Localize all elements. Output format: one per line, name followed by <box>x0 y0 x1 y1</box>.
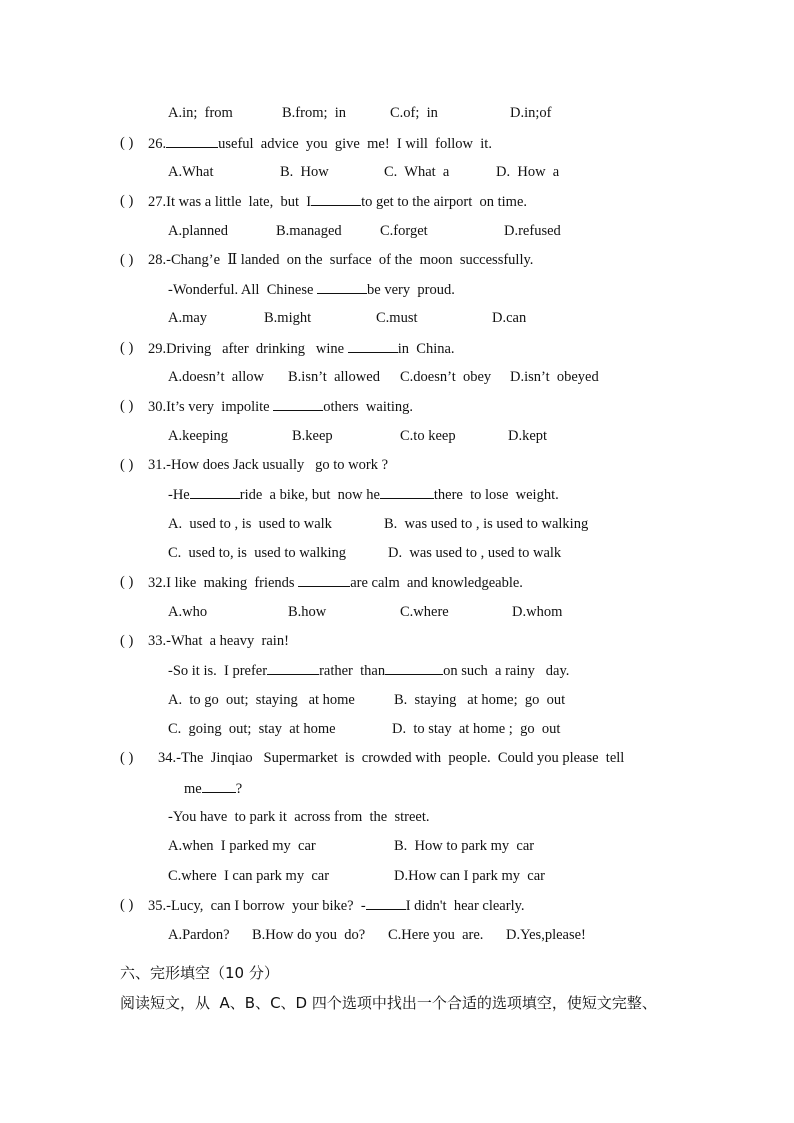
question-number: 35. <box>148 898 167 914</box>
option-d: D. How a <box>496 164 560 180</box>
fill-blank <box>298 572 350 587</box>
option-b: B. was used to , is used to walking <box>384 516 589 532</box>
question-27 <box>148 191 527 212</box>
option-b: B.isn’t allowed <box>288 369 380 385</box>
fill-blank <box>366 895 406 910</box>
option-a: A. to go out; staying at home <box>168 692 355 708</box>
answer-paren: ( ) <box>120 135 134 151</box>
option-c: C. used to, is used to walking <box>168 545 347 561</box>
option-d: D.How can I park my car <box>394 868 545 884</box>
option-c: C.of; in <box>390 105 438 121</box>
question-text: there to lose weight. <box>433 487 559 503</box>
fill-blank <box>317 279 367 294</box>
question-number: 34. <box>158 750 177 766</box>
question-text: It was a little late, but I <box>166 194 312 210</box>
answer-paren: ( ) <box>120 193 134 209</box>
question-33 <box>148 631 289 651</box>
option-b: B. How <box>280 164 329 180</box>
section-title: 六、完形填空（10 分） <box>120 964 279 982</box>
answer-paren: ( ) <box>120 633 134 649</box>
question-number: 30. <box>148 399 167 415</box>
option-d: D.whom <box>512 604 563 620</box>
option-d: D.isn’t obeyed <box>510 369 599 385</box>
fill-blank <box>348 338 398 353</box>
question-text: to get to the airport on time. <box>361 194 528 210</box>
option-c: C. going out; stay at home <box>168 721 336 737</box>
fill-blank <box>267 660 319 675</box>
answer-paren: ( ) <box>120 897 134 913</box>
option-d: D.in;of <box>510 105 552 121</box>
question-34 <box>158 748 624 768</box>
question-text: in China. <box>397 341 455 357</box>
option-a: A.in; from <box>168 105 233 121</box>
question-number: 26. <box>148 136 167 152</box>
answer-paren: ( ) <box>120 252 134 268</box>
option-d: D. was used to , used to walk <box>388 545 562 561</box>
option-a: A.when I parked my car <box>168 838 316 854</box>
question-text: -How does Jack usually go to work ? <box>166 457 389 473</box>
option-a: A.planned <box>168 223 228 239</box>
answer-paren: ( ) <box>120 750 134 766</box>
answer-paren: ( ) <box>120 340 134 356</box>
option-b: B.how <box>288 604 327 620</box>
question-text: on such a rainy day. <box>443 663 570 679</box>
question-text: -What a heavy rain! <box>166 633 289 649</box>
option-b: B.keep <box>292 428 333 444</box>
question-text: -The Jinqiao Supermarket is crowded with people. Could you please tell <box>176 750 625 766</box>
option-b: B.from; in <box>282 105 347 121</box>
question-31 <box>148 455 388 475</box>
question-35 <box>148 895 525 916</box>
question-text: -Lucy, can I borrow your bike? - <box>166 898 366 914</box>
fill-blank <box>385 660 443 675</box>
question-text: -He <box>168 487 190 503</box>
question-text: others waiting. <box>323 399 414 415</box>
question-32 <box>148 572 523 593</box>
option-a: A. used to , is used to walk <box>168 516 332 532</box>
question-text: I didn't hear clearly. <box>405 898 525 914</box>
question-29 <box>148 338 455 359</box>
question-text: are calm and knowledgeable. <box>350 575 523 591</box>
fill-blank <box>202 778 236 793</box>
answer-paren: ( ) <box>120 457 134 473</box>
option-c: C.Here you are. <box>388 927 484 943</box>
option-a: A.may <box>168 310 208 326</box>
fill-blank <box>380 484 434 499</box>
option-a: A.What <box>168 164 214 180</box>
question-34-line2 <box>184 778 242 799</box>
question-28-line2 <box>168 279 455 300</box>
question-33-line2 <box>168 660 569 681</box>
option-a: A.who <box>168 604 208 620</box>
option-c: C.forget <box>380 223 428 239</box>
option-c: C. What a <box>384 164 450 180</box>
option-c: C.doesn’t obey <box>400 369 492 385</box>
question-number: 28. <box>148 252 167 268</box>
option-b: B.How do you do? <box>252 927 366 943</box>
fill-blank <box>190 484 240 499</box>
question-text: I like making friends <box>166 575 299 591</box>
question-number: 32. <box>148 575 167 591</box>
question-number: 27. <box>148 194 167 210</box>
option-b: B.managed <box>276 223 342 239</box>
fill-blank <box>273 396 323 411</box>
option-d: D.refused <box>504 223 561 239</box>
option-b: B. staying at home; go out <box>394 692 566 708</box>
answer-paren: ( ) <box>120 398 134 414</box>
option-b: B.might <box>264 310 312 326</box>
option-d: D. to stay at home ; go out <box>392 721 561 737</box>
option-c: C.where <box>400 604 449 620</box>
question-text: Driving after drinking wine <box>166 341 348 357</box>
question-28 <box>148 250 533 270</box>
answer-paren: ( ) <box>120 574 134 590</box>
option-c: C.must <box>376 310 418 326</box>
question-text: me <box>184 781 202 797</box>
question-31-line2 <box>168 484 559 505</box>
section-instruction: 阅读短文，从 A、B、C、D 四个选项中找出一个合适的选项填空，使短文完整、 <box>120 994 657 1012</box>
question-text: ride a bike, but now he <box>239 487 380 503</box>
option-a: A.doesn’t allow <box>168 369 264 385</box>
question-text: useful advice you give me! I will follow it. <box>218 136 492 152</box>
option-a: A.Pardon? <box>168 927 230 943</box>
question-number: 29. <box>148 341 167 357</box>
option-d: D.Yes,please! <box>506 927 586 943</box>
option-d: D.kept <box>508 428 548 444</box>
question-text: -Wonderful. All Chinese <box>168 282 318 298</box>
question-text: It’s very impolite <box>166 399 274 415</box>
option-a: A.keeping <box>168 428 228 444</box>
question-text: rather than <box>319 663 386 679</box>
question-number: 33. <box>148 633 167 649</box>
question-text: be very proud. <box>367 282 455 298</box>
question-30 <box>148 396 413 417</box>
fill-blank <box>166 133 218 148</box>
option-d: D.can <box>492 310 527 326</box>
option-b: B. How to park my car <box>394 838 535 854</box>
question-34-line3: -You have to park it across from the street. <box>168 809 430 825</box>
question-text: -Chang’e Ⅱ landed on the surface of the moon successfully. <box>166 252 534 268</box>
question-text: ? <box>235 781 243 797</box>
fill-blank <box>311 191 361 206</box>
question-text: -So it is. I prefer <box>168 663 268 679</box>
option-c: C.to keep <box>400 428 456 444</box>
question-number: 31. <box>148 457 167 473</box>
question-26 <box>148 133 492 154</box>
option-c: C.where I can park my car <box>168 868 330 884</box>
